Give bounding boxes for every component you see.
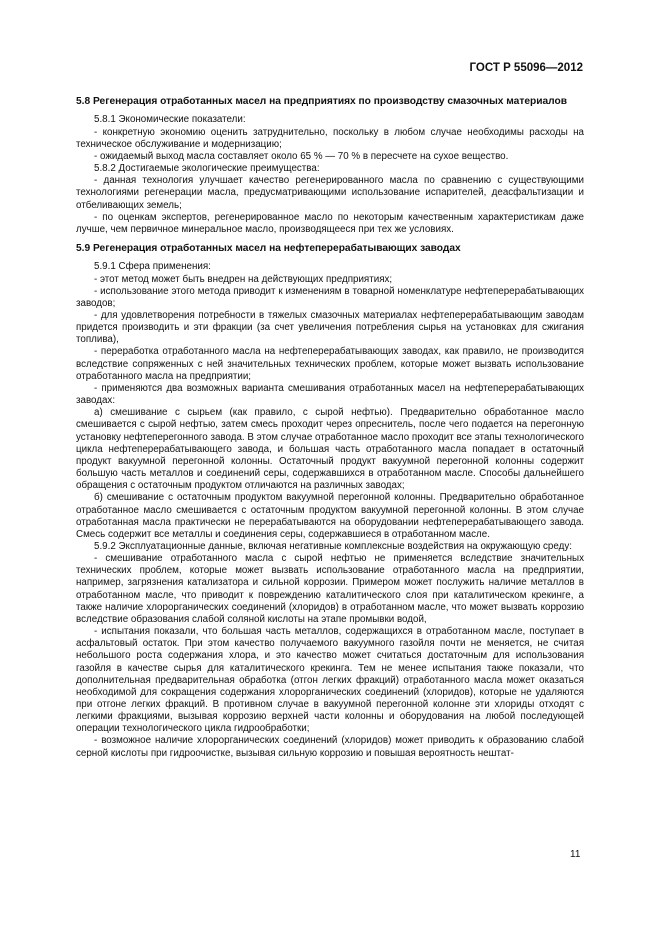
- paragraph: - ожидаемый выход масла составляет около 65 % — 70 % в пересчете на сухое вещество.: [94, 150, 509, 162]
- paragraph: - применяются два возможных варианта смешивания отработанных масел на нефтеперерабатывающих заводах:: [76, 382, 584, 407]
- paragraph: - конкретную экономию оценить затруднительно, поскольку в любом случае необходимы расходы на техническое обслуживание и модернизацию;: [76, 126, 584, 150]
- paragraph: 5.8.2 Достигаемые экологические преимущества:: [94, 163, 320, 175]
- document-header-id: ГОСТ Р 55096—2012: [469, 62, 583, 74]
- paragraph: - возможное наличие хлорорганических соединений (хлоридов) может приводить к образованию слабой серной кислоты при гидроочистке, вызывая сильную коррозию и повышая вероятность нештат-: [76, 735, 584, 759]
- section-heading-5-9: 5.9 Регенерация отработанных масел на нефтеперерабатывающих заводах: [76, 242, 461, 254]
- paragraph: 5.8.1 Экономические показатели:: [94, 114, 246, 126]
- paragraph: б) смешивание с остаточным продуктом вакуумной перегонной колонны. Предварительно обработанное отработанное масло смешивается с остаточным продуктом вакуумной перегонной колонны. В этом случае отработанная масла практически не перерабатываются на оборудовании нефтеперерабатывающего завода. Смесь содержит все металлы и соединения серы, содержавшиеся в отработанном масле.: [76, 492, 584, 540]
- paragraph: а) смешивание с сырьем (как правило, с сырой нефтью). Предварительно обработанное масло смешивается с сырой нефтью, затем смесь проходит через опреснитель, после чего подается на перегонную установку нефтеперегонного завода. В этом случае отработанное масло проходит все этапы технологического цикла нефтеперерабатывающего завода, и большая часть отработанного масла попадает в остаточный продукт вакуумной перегонной колонны. Остаточный продукт вакуумной перегонной колонны содержит большую часть металлов и соединений серы, содержавшихся в отработанном масле. Способы дальнейшего обращения с остаточным продуктом отличаются на различных заводах;: [76, 407, 584, 492]
- page-number: 11: [570, 849, 581, 860]
- paragraph: 5.9.1 Сфера применения:: [94, 261, 211, 273]
- section-heading-5-8: 5.8 Регенерация отработанных масел на предприятиях по производству смазочных материалов: [76, 96, 567, 107]
- paragraph: - переработка отработанного масла на нефтеперерабатывающих заводах, как правило, не производится вследствие сопряженных с ней значительных технических проблем, которые может вызвать использование отработанного масла на предприятии;: [76, 346, 584, 382]
- paragraph: - данная технология улучшает качество регенерированного масла по сравнению с существующими технологиями регенерации масла, предусматривающими использование испарителей, деасфальтизации и отбеливающих земель;: [76, 175, 584, 211]
- paragraph: - использование этого метода приводит к изменениям в товарной номенклатуре нефтеперерабатывающих заводов;: [76, 285, 584, 309]
- paragraph: 5.9.2 Эксплуатационные данные, включая негативные комплексные воздействия на окружающую среду:: [94, 540, 572, 552]
- paragraph: - этот метод может быть внедрен на действующих предприятиях;: [94, 273, 393, 285]
- paragraph: - для удовлетворения потребности в тяжелых смазочных материалах нефтеперерабатывающим заводам придется производить и эти фракции (за счет увеличения потребления сырья на установках для сжигания топлива),: [76, 310, 584, 346]
- document-body: [76, 96, 584, 760]
- paragraph: - смешивание отработанного масла с сырой нефтью не применяется вследствие значительных технических проблем, которые может вызвать использование отработанного масла на предприятии, например, загрязнения катализатора и сильной коррозии. Примером может послужить наличие металлов в отработанном масле, что приводит к повреждению каталитического слоя при каталитическом крекинге, а также наличие хлорорганических соединений (хлоридов) в отработанном масле, что может вызвать коррозию вследствие образования слабой соляной кислоты на этапе промывки водой,: [76, 553, 584, 625]
- paragraph: - по оценкам экспертов, регенерированное масло по некоторым качественным характеристикам даже лучше, чем первичное минеральное масло, производящееся при тех же условиях.: [76, 211, 584, 235]
- paragraph: - испытания показали, что большая часть металлов, содержащихся в отработанном масле, поступает в асфальтовый остаток. При этом качество получаемого вакуумного газойля почти не меняется, не считая небольшого роста содержания хлора, и это качество может считаться достаточным для использования газойля в качестве сырья для каталитического крекинга. Тем не менее испытания также показали, что дополнительная предварительная обработка (отгон легких фракций) отработанного масла может оказаться необходимой для сокращения содержания хлорорганических соединений (хлоридов), которые не удаляются при отгоне легких фракций. В противном случае в вакуумной перегонной колонне эти хлориды отходят с легкими фракциями, вызывая коррозию верхней части колонны и оборудования на любой последующей операции технологического цикла гидрообработки;: [76, 626, 584, 735]
